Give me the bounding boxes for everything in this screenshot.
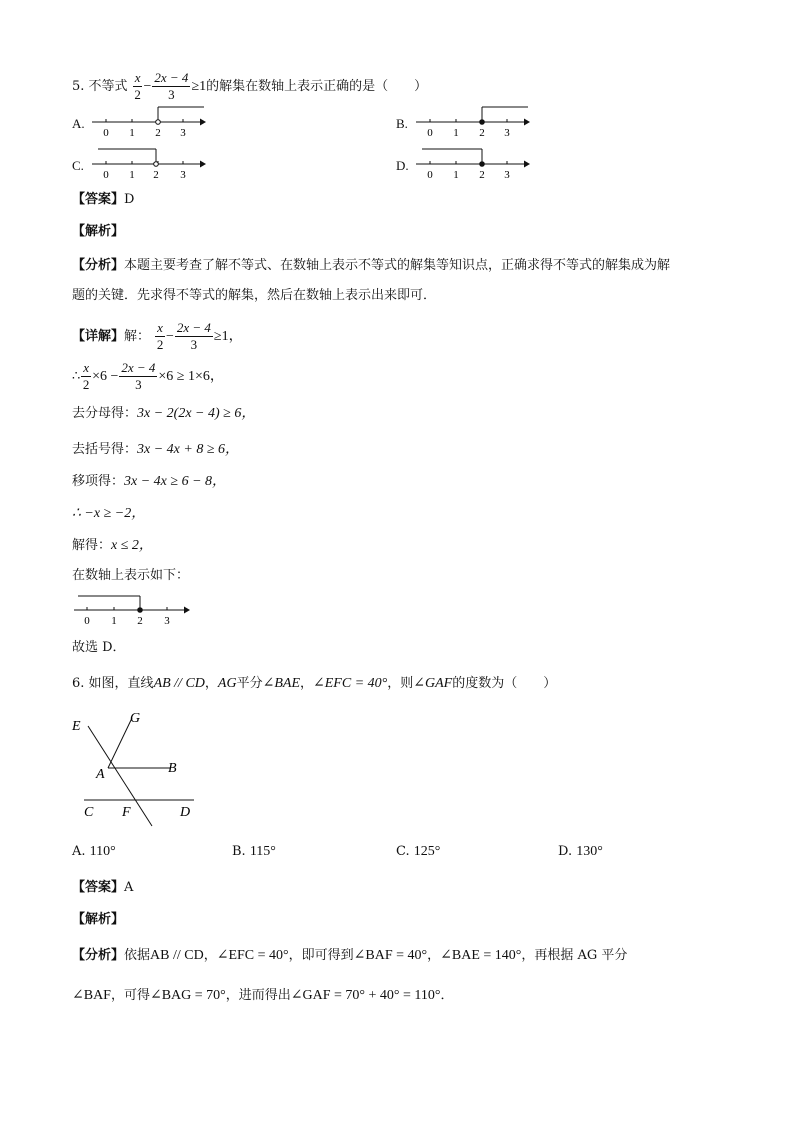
- q5-fenxi-line-2: 题的关键．先求得不等式的解集，然后在数轴上表示出来即可．: [72, 288, 437, 303]
- q6-fenxi-line-1: 【分析】依据AB // CD，∠EFC = 40°，即可得到∠BAF = 40°，∠BAE = 140°，再根据 AG 平分: [72, 948, 628, 963]
- tick-label: 0: [103, 169, 109, 181]
- q5-option-a-numberline: [90, 104, 210, 140]
- q5-option-d-numberline: [414, 146, 544, 182]
- q6-option-d: D. 130°: [558, 844, 603, 859]
- tick-label: 1: [129, 127, 135, 139]
- tick-label: 3: [504, 127, 510, 139]
- label-e: E: [72, 719, 81, 734]
- q5-option-d-label: D.: [396, 158, 409, 173]
- q5-detail-step-8: 在数轴上表示如下：: [72, 568, 190, 583]
- q6-stem: 6. 如图，直线AB // CD，AG平分∠BAE，∠EFC = 40°，则∠GAF的度数为（ ）: [72, 676, 557, 691]
- q5-analysis-tag: 【解析】: [72, 224, 125, 239]
- q6-fenxi-line-2: ∠BAF，可得∠BAG = 70°，进而得出∠GAF = 70° + 40° = 110°．: [72, 988, 454, 1003]
- q5-option-c-numberline: [90, 146, 210, 182]
- q5-geq-one: ≥1: [191, 79, 207, 94]
- tick-label: 0: [427, 169, 433, 181]
- q5-stem-prefix: 不等式: [88, 79, 128, 94]
- q6-analysis-tag: 【解析】: [72, 912, 125, 927]
- tick-label: 1: [453, 127, 459, 139]
- answer-value: D: [124, 192, 135, 207]
- label-f: F: [122, 805, 131, 820]
- tick-label: 0: [103, 127, 109, 139]
- q5-stem-suffix: 的解集在数轴上表示正确的是（ ）: [206, 79, 428, 94]
- q5-option-c-label: C.: [72, 158, 84, 173]
- tick-label: 3: [180, 127, 186, 139]
- tick-label: 2: [479, 127, 485, 139]
- tick-label: 2: [153, 169, 159, 181]
- tick-label: 2: [479, 169, 485, 181]
- q5-detail-step-3: 去分母得：3x − 2(2x − 4) ≥ 6，: [72, 406, 256, 421]
- tick-label: 1: [453, 169, 459, 181]
- q5-fenxi-line-1: 【分析】本题主要考查了解不等式、在数轴上表示不等式的解集等知识点，正确求得不等式的解集成为解: [72, 258, 671, 273]
- q6-option-c: C. 125°: [396, 844, 441, 859]
- label-c: C: [84, 805, 94, 820]
- q5-detail-step-1: 【详解】解： $\frac{x}{2}$ − $\frac{2x - 4}{3}$ ≥1，: [72, 320, 243, 352]
- q5-detail-step-7: 解得：x ≤ 2，: [72, 538, 153, 553]
- tick-label: 2: [155, 127, 161, 139]
- q5-detail-step-4: 去括号得：3x − 4x + 8 ≥ 6，: [72, 442, 240, 457]
- q6-option-a: A. 110°: [72, 844, 116, 859]
- tick-label: 0: [427, 127, 433, 139]
- q5-detail-step-2: ∴ $\frac{x}{2}$ ×6 − $\frac{2x - 4}{3}$ ×6 ≥ 1×6，: [72, 360, 224, 392]
- q5-answer: [72, 190, 134, 210]
- q5-option-a-label: A.: [72, 116, 85, 131]
- q5-number: 5.: [72, 79, 85, 94]
- q6-answer: 【答案】A: [72, 880, 134, 895]
- tick-label: 1: [129, 169, 135, 181]
- label-d: D: [180, 805, 191, 820]
- ray-ag: [108, 718, 132, 768]
- answer-tag: 【答案】: [72, 192, 125, 207]
- q5-fraction-1: $\frac{x}{2}$: [134, 70, 141, 102]
- q5-option-b-numberline: [414, 104, 544, 140]
- q5-conclusion: 故选 D．: [72, 640, 126, 655]
- label-b: B: [168, 761, 177, 776]
- tick-label: 2: [137, 615, 143, 627]
- tick-label: 3: [180, 169, 186, 181]
- label-a: A: [96, 767, 105, 782]
- tick-label: 0: [84, 615, 90, 627]
- q6-option-b: B. 115°: [232, 844, 276, 859]
- q5-fraction-2: $\frac{2x - 4}{3}$: [154, 70, 189, 102]
- q5-solution-numberline: [72, 594, 202, 630]
- label-g: G: [130, 711, 141, 726]
- q5-option-b-label: B.: [396, 116, 408, 131]
- tick-label: 1: [111, 615, 117, 627]
- q5-detail-step-5: 移项得：3x − 4x ≥ 6 − 8，: [72, 474, 227, 489]
- tick-label: 3: [504, 169, 510, 181]
- tick-label: 3: [164, 615, 170, 627]
- q6-geometry-figure: [66, 706, 206, 831]
- q5-detail-step-6: ∴ −x ≥ −2，: [72, 506, 146, 521]
- q5-stem: 5. 不等式 $\frac{x}{2}$ − $\frac{2x - 4}{3}$ ≥1的解集在数轴上表示正确的是（ ）: [72, 70, 428, 102]
